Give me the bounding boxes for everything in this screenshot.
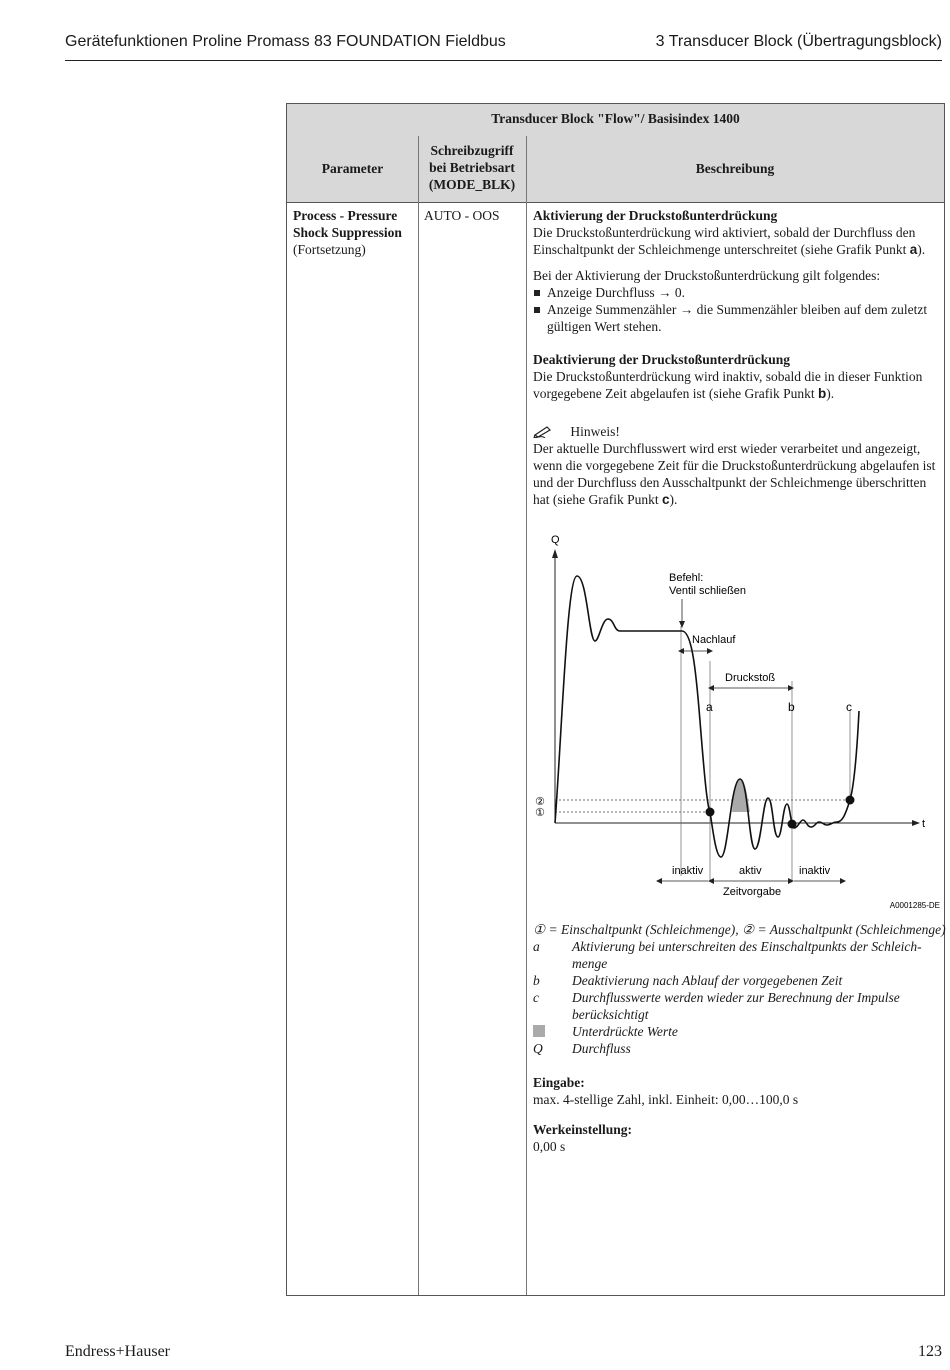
legend-text: Unterdrückte Werte [572, 1024, 678, 1039]
zeitvorgabe-label: Zeitvorgabe [723, 886, 782, 898]
threshold-2-mark: ② [535, 796, 545, 808]
legend-thresholds: ① = Einschaltpunkt (Schleichmenge), ② = Ausschaltpunkt (Schleichmenge) [533, 922, 946, 937]
legend-text: Durchflusswerte werden wieder zur Berechnung der Impulse berücksichtigt [572, 990, 900, 1022]
druckstoss-label: Druckstoß [725, 672, 776, 684]
activation-text [533, 224, 938, 258]
header-left: Gerätefunktionen Proline Promass 83 FOUNDATION Fieldbus [65, 33, 506, 50]
input-label: Eingabe: [533, 1075, 585, 1090]
parameter-table [286, 103, 945, 1296]
legend-text: Aktivierung bei unterschreiten des Einschaltpunkts der Schleich-menge [572, 939, 922, 971]
legend-item [533, 989, 943, 1023]
note-title [533, 423, 938, 440]
header-right: 3 Transducer Block (Übertragungsblock) [655, 33, 942, 50]
legend-item [533, 938, 943, 972]
column-divider [526, 136, 527, 1295]
point-a-dot [706, 808, 715, 817]
page-footer [65, 1343, 942, 1361]
command-label: Ventil schließen [669, 585, 747, 597]
param-note: (Fortsetzung) [293, 242, 366, 257]
default-text: 0,00 s [533, 1139, 566, 1154]
note-label: Hinweis! [570, 424, 620, 439]
threshold-1-mark: ① [535, 807, 545, 819]
description-cell [533, 207, 938, 508]
legend-text: Durchfluss [572, 1041, 631, 1056]
t-label: t [922, 818, 926, 830]
deactivation-end: ). [826, 386, 835, 401]
note-end: ). [669, 492, 678, 507]
legend-item [533, 1040, 943, 1057]
legend-key: Q [533, 1041, 543, 1056]
point-c-dot [846, 796, 855, 805]
figure-code: A0001285-DE [889, 901, 940, 910]
figure-legend [533, 921, 946, 1057]
pressure-shock-figure [532, 531, 942, 911]
param-cell [293, 207, 415, 258]
col-parameter-header: Parameter [321, 161, 384, 176]
default-label: Werkeinstellung: [533, 1122, 633, 1137]
legend-key: a [533, 939, 540, 954]
legend-key: b [533, 973, 540, 988]
note-point: c [661, 492, 670, 507]
col-access-line: Schreibzugriff [430, 143, 514, 158]
inaktiv-left-label: inaktiv [672, 865, 704, 877]
rules-intro: Bei der Aktivierung der Druckstoßunterdrückung gilt folgendes: [533, 268, 881, 283]
legend-key: c [533, 990, 539, 1005]
input-section [533, 1074, 938, 1155]
q-label: Q [551, 534, 560, 546]
aktiv-label: aktiv [739, 865, 762, 877]
deactivation-point: b [818, 386, 827, 401]
page-header [65, 30, 942, 61]
command-label: Befehl: [669, 572, 704, 584]
point-b-label: b [788, 700, 795, 714]
col-access-line: bei Betriebsart [429, 160, 515, 175]
bullet-item: Anzeige Summenzähler → die Summenzähler bleiben auf dem zuletzt gültigen Wert stehen. [533, 301, 938, 335]
inaktiv-right-label: inaktiv [799, 865, 831, 877]
table-header [287, 104, 944, 203]
activation-heading: Aktivierung der Druckstoßunterdrückung [533, 208, 778, 223]
param-name: Shock Suppression [293, 225, 402, 240]
point-c-label: c [846, 700, 852, 714]
nachlauf-label: Nachlauf [692, 634, 736, 646]
page-number: 123 [918, 1343, 942, 1360]
note-text [533, 440, 938, 508]
legend-item [533, 1023, 943, 1040]
col-access-header [418, 142, 526, 193]
legend-item [533, 972, 943, 989]
pencil-note-icon [533, 424, 555, 438]
deactivation-body: Die Druckstoßunterdrückung wird inaktiv, sobald die in dieser Funktion vorgegebene Zeit abgelaufen ist (siehe Grafik Punkt [533, 369, 923, 401]
input-text: max. 4-stellige Zahl, inkl. Einheit: 0,00…100,0 s [533, 1092, 799, 1107]
footer-brand: Endress+Hauser [65, 1343, 170, 1360]
activation-end: ). [917, 242, 926, 257]
col-access-line: (MODE_BLK) [428, 177, 516, 192]
param-name: Process - Pressure [293, 208, 398, 223]
gray-square-icon [533, 1023, 545, 1040]
point-b-dot [788, 820, 797, 829]
col-description-header: Beschreibung [695, 161, 775, 176]
deactivation-heading: Deaktivierung der Druckstoßunterdrückung [533, 352, 791, 367]
legend-text: Deaktivierung nach Ablauf der vorgegebenen Zeit [572, 973, 843, 988]
point-a-label: a [706, 700, 713, 714]
table-title: Transducer Block "Flow"/ Basisindex 1400 [491, 111, 740, 126]
bullet-item: Anzeige Durchfluss → 0. [533, 284, 938, 301]
deactivation-text [533, 368, 938, 402]
activation-point: a [909, 242, 918, 257]
access-cell: AUTO - OOS [424, 208, 500, 223]
column-divider [418, 136, 419, 1295]
note-body: Der aktuelle Durchflusswert wird erst wieder verarbeitet und angezeigt, wenn die vorgegebene Zeit für die Druckstoßunterdrückung abgelaufen ist und der Durchfluss den Ausschaltpunkt der Schleichmenge überschritten hat (siehe Grafik Punkt [533, 441, 936, 507]
activation-body: Die Druckstoßunterdrückung wird aktiviert, sobald der Durchfluss den Einschaltpunkt der Schleichmenge unterschreitet (siehe Grafik Punkt [533, 225, 916, 257]
